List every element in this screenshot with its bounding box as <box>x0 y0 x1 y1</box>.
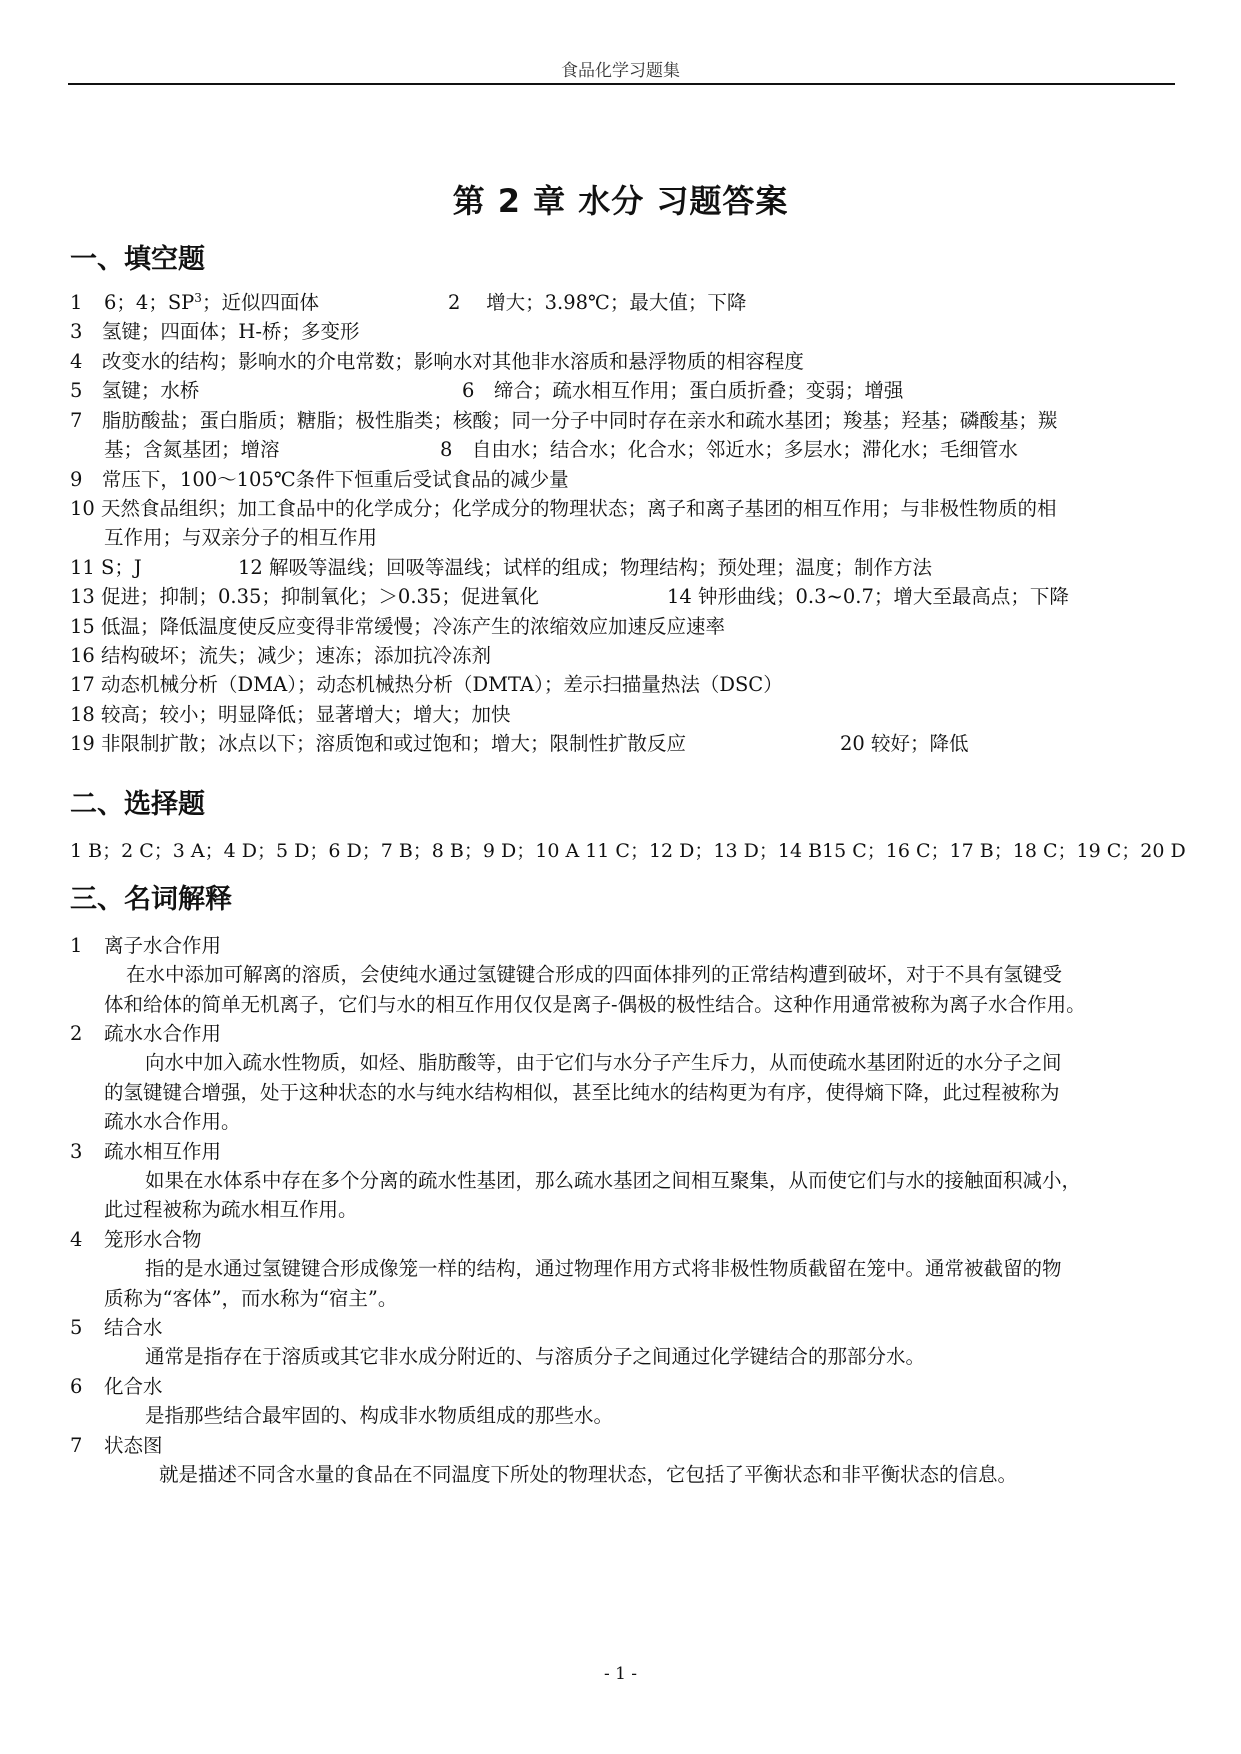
term-5-definition-line-1: 通常是指存在于溶质或其它非水成分附近的、与溶质分子之间通过化学键结合的那部分水。 <box>145 1345 926 1368</box>
term-2-heading: 2 疏水水合作用 <box>70 1022 222 1045</box>
term-3-definition-line-1: 如果在水体系中存在多个分离的疏水性基团，那么疏水基团之间相互聚集，从而使它们与水的接触面积减小， <box>145 1169 1082 1192</box>
term-2-definition-line-3: 疏水水合作用。 <box>104 1110 241 1133</box>
running-header: 食品化学习题集 <box>561 61 680 81</box>
term-3-definition-line-2: 此过程被称为疏水相互作用。 <box>104 1198 358 1221</box>
fill-answer-4: 4 改变水的结构；影响水的介电常数；影响水对其他非水溶质和悬浮物质的相容程度 <box>70 350 804 373</box>
fill-answer-20: 20 较好；降低 <box>840 732 969 755</box>
term-2-definition-line-2: 的氢键键合增强，处于这种状态的水与纯水结构相似，甚至比纯水的结构更为有序，使得熵下降，此过程被称为 <box>104 1081 1060 1104</box>
fill-answer-1: 1 6；4；$SP^3$；近似四面体 <box>70 291 319 314</box>
page-number: - 1 - <box>603 1664 638 1684</box>
fill-answer-8: 8 自由水；结合水；化合水；邻近水；多层水；滞化水；毛细管水 <box>440 438 1018 461</box>
term-1-heading: 1 离子水合作用 <box>70 934 222 957</box>
fill-answer-10-cont: 互作用；与双亲分子的相互作用 <box>104 526 378 549</box>
section-heading-choice: 二、选择题 <box>70 789 205 820</box>
fill-answer-7-cont: 基；含氮基团；增溶 <box>104 438 280 461</box>
fill-answer-19: 19 非限制扩散；冰点以下；溶质饱和或过饱和；增大；限制性扩散反应 <box>70 732 687 755</box>
fill-answer-10: 10 天然食品组织；加工食品中的化学成分；化学成分的物理状态；离子和离子基团的相互作用；与非极性物质的相 <box>70 497 1057 520</box>
term-7-definition-line-1: 就是描述不同含水量的食品在不同温度下所处的物理状态，它包括了平衡状态和非平衡状态的信息。 <box>159 1463 1018 1486</box>
fill-answer-17: 17 动态机械分析（DMA）；动态机械热分析（DMTA）；差示扫描量热法（DSC） <box>70 673 783 696</box>
choice-answers: 1 B；2 C；3 A；4 D；5 D；6 D；7 B；8 B；9 D；10 A 11 C；12 D；13 D；14 B15 C；16 C；17 B；18 C；19 C；20 D <box>70 840 1186 862</box>
term-2-definition-line-1: 向水中加入疏水性物质，如烃、脂肪酸等，由于它们与水分子产生斥力，从而使疏水基团附近的水分子之间 <box>145 1051 1062 1074</box>
fill-answer-5: 5 氢键；水桥 <box>70 379 200 402</box>
term-6-definition-line-1: 是指那些结合最牢固的、构成非水物质组成的那些水。 <box>145 1404 614 1427</box>
fill-answer-2: 2 增大；3.98℃；最大值；下降 <box>448 291 747 314</box>
section-heading-terms: 三、名词解释 <box>70 884 232 915</box>
fill-answer-13: 13 促进；抑制；0.35；抑制氧化；＞0.35；促进氧化 <box>70 585 539 608</box>
term-5-heading: 5 结合水 <box>70 1316 163 1339</box>
term-4-definition-line-1: 指的是水通过氢键键合形成像笼一样的结构，通过物理作用方式将非极性物质截留在笼中。通常被截留的物 <box>145 1257 1062 1280</box>
fill-answer-16: 16 结构破坏；流失；减少；速冻；添加抗冷冻剂 <box>70 644 492 667</box>
term-4-heading: 4 笼形水合物 <box>70 1228 202 1251</box>
fill-answer-12: 12 解吸等温线；回吸等温线；试样的组成；物理结构；预处理；温度；制作方法 <box>238 556 933 579</box>
section-heading-fill: 一、填空题 <box>70 244 205 275</box>
term-3-heading: 3 疏水相互作用 <box>70 1140 222 1163</box>
fill-answer-18: 18 较高；较小；明显降低；显著增大；增大；加快 <box>70 703 511 726</box>
fill-answer-15: 15 低温；降低温度使反应变得非常缓慢；冷冻产生的浓缩效应加速反应速率 <box>70 615 726 638</box>
fill-answer-7: 7 脂肪酸盐；蛋白脂质；糖脂；极性脂类；核酸；同一分子中同时存在亲水和疏水基团；羧基；羟基；磷酸基；羰 <box>70 409 1058 432</box>
fill-answer-11: 11 S；J <box>70 556 142 579</box>
chapter-title: 第 2 章 水分 习题答案 <box>452 182 789 220</box>
term-4-definition-line-2: 质称为“客体”，而水称为“宿主”。 <box>104 1287 398 1310</box>
fill-answer-14: 14 钟形曲线；0.3~0.7；增大至最高点；下降 <box>667 585 1069 608</box>
header-rule <box>68 83 1175 85</box>
term-7-heading: 7 状态图 <box>70 1434 163 1457</box>
term-1-definition-line-1: 在水中添加可解离的溶质，会使纯水通过氢键键合形成的四面体排列的正常结构遭到破坏，对于不具有氢键受 <box>126 963 1063 986</box>
term-1-definition-line-2: 体和给体的简单无机离子，它们与水的相互作用仅仅是离子-偶极的极性结合。这种作用通常被称为离子水合作用。 <box>104 993 1086 1016</box>
fill-answer-3: 3 氢键；四面体；H-桥；多变形 <box>70 320 360 343</box>
fill-answer-6: 6 缔合；疏水相互作用；蛋白质折叠；变弱；增强 <box>462 379 904 402</box>
fill-answer-9: 9 常压下，100～105℃条件下恒重后受试食品的减少量 <box>70 468 569 491</box>
term-6-heading: 6 化合水 <box>70 1375 163 1398</box>
